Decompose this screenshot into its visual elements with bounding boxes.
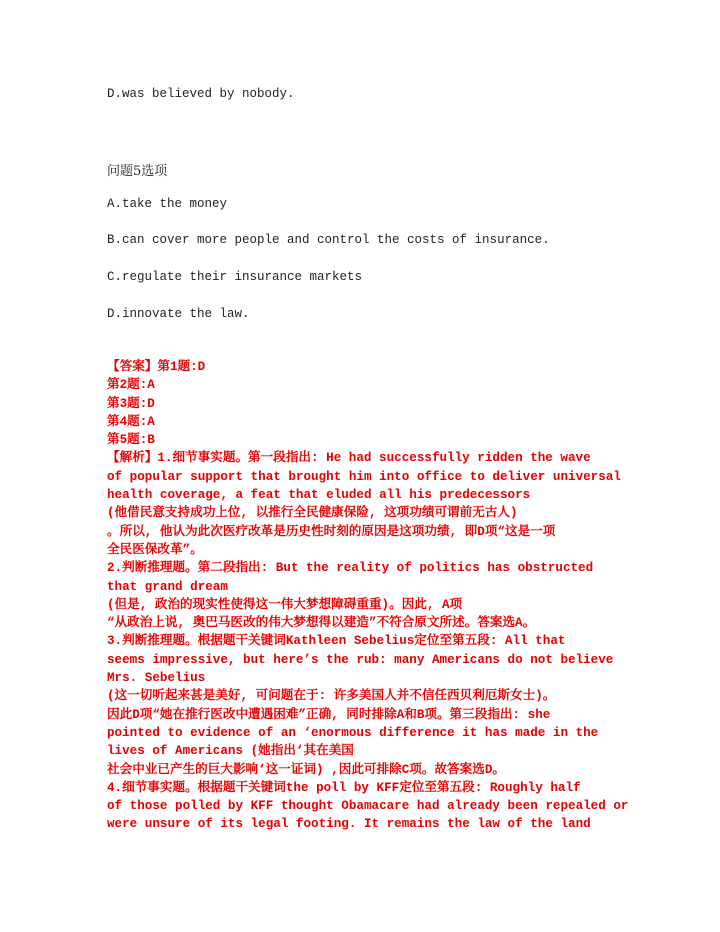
answer-line-q4: 第4题:A [107, 414, 155, 429]
question5-option-c: C.regulate their insurance markets [107, 270, 363, 284]
explanation-line: 4.细节事实题。根据题干关键词the poll by KFF定位至第五段: Roughly half [107, 780, 581, 795]
explanation-line: pointed to evidence of an ‘enormous difference it has made in the [107, 725, 599, 740]
explanation-line: that grand dream [107, 579, 228, 594]
answer-line-q1: 【答案】第1题:D [107, 360, 206, 374]
explanation-line: 3.判断推理题。根据题干关键词Kathleen Sebelius定位至第五段: All that [107, 634, 566, 649]
answer-line-q5: 第5题:B [107, 433, 155, 448]
explanation-line: “从政治上说, 奥巴马医改的伟大梦想得以建造”不符合原文所述。答案选A。 [107, 616, 536, 631]
explanation-line: health coverage, a feat that eluded all his predecessors [107, 488, 531, 503]
answer-explanation-block [107, 358, 717, 834]
explanation-line: of those polled by KFF thought Obamacare had already been repealed or [107, 799, 629, 814]
explanation-line: (这一切听起来甚是美好, 可问题在于: 许多美国人并不信任西贝利厄斯女士)。 [107, 689, 556, 704]
explanation-line: Mrs. Sebelius [107, 671, 206, 686]
explanation-line: (他借民意支持成功上位, 以推行全民健康保险, 这项功绩可谓前无古人) [107, 506, 518, 521]
explanation-line: lives of Americans (她指出‘其在美国 [107, 744, 354, 759]
option-d-previous: D.was believed by nobody. [107, 87, 295, 101]
answer-line-q2: 第2题:A [107, 378, 155, 393]
question5-option-b: B.can cover more people and control the costs of insurance. [107, 233, 550, 247]
explanation-line: 社会中业已产生的巨大影响‘这一证词) ,因此可排除C项。故答案选D。 [107, 762, 505, 777]
explanation-line: 【解析】1.细节事实题。第一段指出: He had successfully ridden the wave [107, 451, 591, 466]
explanation-line: 因此D项“她在推行医改中遭遇困难”正确, 同时排除A和B项。第三段指出: she [107, 707, 551, 722]
explanation-line: 2.判断推理题。第二段指出: But the reality of politics has obstructed [107, 561, 594, 576]
explanation-line: of popular support that brought him into office to deliver universal [107, 469, 621, 484]
explanation-line: seems impressive, but here’s the rub: many Americans do not believe [107, 652, 614, 667]
explanation-line: 全民医保改革”。 [107, 542, 203, 557]
explanation-line: were unsure of its legal footing. It remains the law of the land [107, 817, 591, 832]
explanation-line: (但是, 政治的现实性使得这一伟大梦想障碍重重)。因此, A项 [107, 597, 463, 612]
question5-option-a: A.take the money [107, 197, 228, 211]
question5-option-d: D.innovate the law. [107, 307, 250, 321]
explanation-line: 。所以, 他认为此次医疗改革是历史性时刻的原因是这项功绩, 即D项“这是一项 [107, 524, 556, 539]
question5-heading: 问题5选项 [107, 164, 168, 179]
answer-line-q3: 第3题:D [107, 396, 155, 411]
